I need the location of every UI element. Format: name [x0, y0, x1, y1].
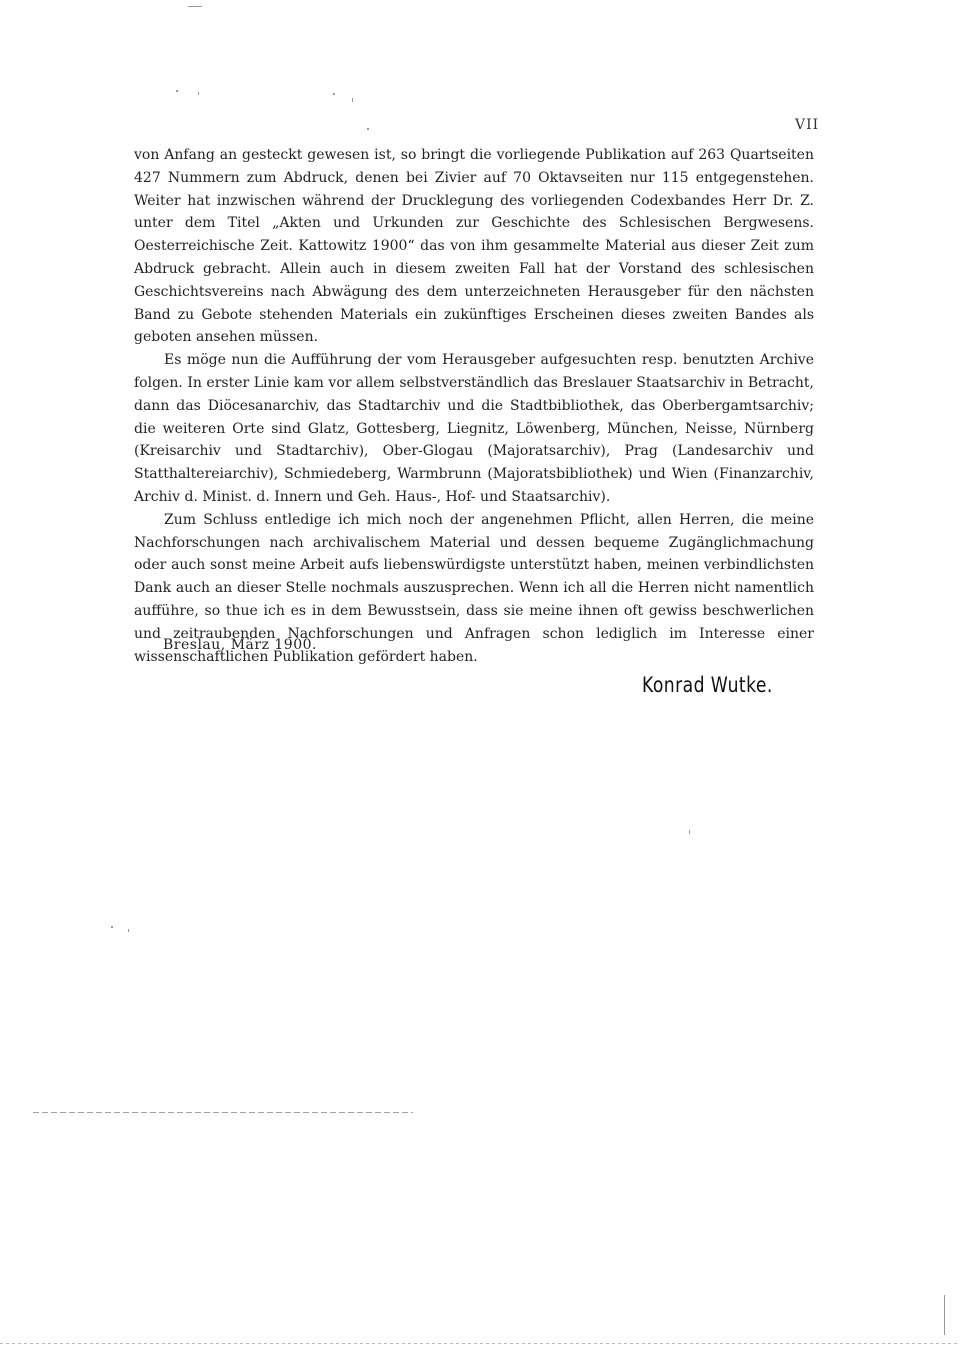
scan-speck [333, 93, 335, 95]
scan-speck [111, 926, 113, 928]
paragraph-acknowledgements: Zum Schluss entledige ich mich noch der angenehmen Pflicht, allen Herren, die meine Nachforschungen nach archivalischem Material und dessen bequeme Zugänglichmachung oder auch sonst meine Arbeit aufs liebenswürdigste unterstützt haben, meinen verbindlichsten Dank auch an dieser Stelle nochmals auszusprechen. Wenn ich all die Herren nicht namentlich aufführe, so thue ich es in dem Bewusstsein, dass sie meine ihnen oft gewiss beschwerlichen und zeitraubenden Nachforschungen und Anfragen schon lediglich im Interesse einer wissenschaftlichen Publikation gefördert haben. [134, 511, 814, 665]
scan-speck [198, 92, 199, 95]
page-number: VII [795, 117, 820, 133]
scan-speck [128, 929, 129, 932]
scan-speck [689, 830, 690, 834]
edge-mark [944, 1295, 945, 1335]
signature: Konrad Wutke. [642, 673, 773, 697]
scan-speck [367, 128, 369, 130]
scan-speck [188, 6, 202, 7]
scan-speck [176, 90, 178, 92]
page-edge [0, 1343, 960, 1344]
paragraph-archives: Es möge nun die Aufführung der vom Herausgeber aufgesuchten resp. benutzten Archive folgen. In erster Linie kam vor allem selbstverständlich das Breslauer Staatsarchiv in Betracht, dann das Diöcesanarchiv, das Stadtarchiv und die Stadtbibliothek, das Oberbergamtsarchiv; die weiteren Orte sind Glatz, Gottesberg, Liegnitz, Löwenberg, München, Neisse, Nürnberg (Kreisarchiv und Stadtarchiv), Ober-Glogau (Majoratsarchiv), Prag (Landesarchiv und Statthaltereiarchiv), Schmiedeberg, Warmbrunn (Majoratsbibliothek) und Wien (Finanzarchiv, Archiv d. Minist. d. Innern und Geh. Haus-, Hof- und Staatsarchiv). [134, 352, 814, 505]
place-date: Breslau, März 1900. [163, 637, 317, 653]
body-text [134, 144, 814, 668]
scan-speck [352, 98, 353, 102]
scan-line [33, 1112, 413, 1113]
paragraph-continuation: von Anfang an gesteckt gewesen ist, so bringt die vorliegende Publikation auf 263 Quartseiten 427 Nummern zum Abdruck, denen bei Zivier auf 70 Oktavseiten nur 115 entgegenstehen. Weiter hat inzwischen während der Drucklegung des vorliegenden Codexbandes Herr Dr. Z. unter dem Titel „Akten und Urkunden zur Geschichte des Schlesischen Bergwesens. Oesterreichische Zeit. Kattowitz 1900“ das von ihm gesammelte Material aus dieser Zeit zum Abdruck gebracht. Allein auch in diesem zweiten Fall hat der Vorstand des schlesischen Geschichtsvereins nach Abwägung des dem unterzeichneten Herausgeber für den nächsten Band zu Gebote stehenden Materials ein zukünftiges Erscheinen dieses zweiten Bandes als geboten ansehen müssen. [134, 147, 814, 346]
